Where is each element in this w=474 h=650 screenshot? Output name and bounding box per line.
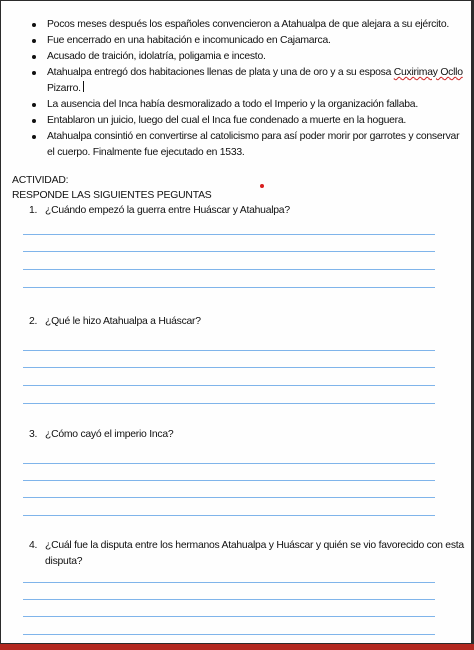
answer-line[interactable] (23, 251, 435, 252)
bullet-icon (32, 55, 36, 59)
misspelled-name: Cuxirimay Ocllo (393, 67, 463, 78)
list-item-text: Acusado de traición, idolatría, poligamia e incesto. (47, 51, 266, 62)
question-number: 1. (29, 205, 38, 216)
question-number: 2. (29, 316, 38, 327)
answer-line[interactable] (23, 515, 435, 516)
question-1 (29, 203, 464, 219)
list-item-text: Entablaron un juicio, luego del cual el Inca fue condenado a muerte en la hoguera. (47, 115, 407, 126)
instructions-heading: RESPONDE LAS SIGUIENTES PEGUNTAS (12, 190, 212, 201)
answer-line[interactable] (23, 616, 435, 617)
question-2 (29, 314, 464, 330)
list-item (1, 17, 471, 33)
answer-line[interactable] (23, 463, 435, 464)
question-number: 4. (29, 540, 38, 551)
answer-line[interactable] (23, 480, 435, 481)
red-mark (260, 184, 264, 188)
bullet-icon (32, 135, 36, 139)
list-item (1, 49, 471, 65)
answer-line[interactable] (23, 234, 435, 235)
answer-line[interactable] (23, 269, 435, 270)
list-item (1, 65, 471, 97)
bullet-icon (32, 119, 36, 123)
list-item (1, 113, 471, 129)
answer-line[interactable] (23, 350, 435, 351)
answer-line[interactable] (23, 582, 435, 583)
question-text: ¿Cuándo empezó la guerra entre Huáscar y Atahualpa? (45, 205, 290, 216)
answer-line[interactable] (23, 634, 435, 635)
list-item-text: La ausencia del Inca había desmoralizado a todo el Imperio y la organización fallaba. (47, 99, 418, 110)
bullet-icon (32, 71, 36, 75)
list-item-text: Pocos meses después los españoles convencieron a Atahualpa de que alejara a su ejército. (47, 19, 449, 30)
list-item (1, 33, 471, 49)
list-item-text-tail: Pizarro. (47, 83, 81, 94)
list-item-text: Fue encerrado en una habitación e incomunicado en Cajamarca. (47, 35, 331, 46)
list-item (1, 97, 471, 113)
question-text: ¿Cómo cayó el imperio Inca? (45, 429, 174, 440)
text-cursor (83, 81, 84, 92)
list-item-text: Atahualpa consintió en convertirse al catolicismo para así poder morir por garrotes y conservar el cuerpo. Finalmente fue ejecutado en 1533. (47, 131, 460, 158)
question-number: 3. (29, 429, 38, 440)
question-3 (29, 427, 464, 443)
activity-label: ACTIVIDAD: (12, 175, 69, 186)
bullet-icon (32, 23, 36, 27)
question-text: ¿Cuál fue la disputa entre los hermanos Atahualpa y Huáscar y quién se vio favorecido con esta (45, 540, 464, 551)
answer-line[interactable] (23, 497, 435, 498)
window-bottom-bar (0, 644, 474, 650)
list-item-text: Atahualpa entregó dos habitaciones llenas de plata y una de oro y a su esposa (47, 67, 392, 78)
list-item (1, 129, 471, 161)
document-page[interactable] (1, 1, 471, 643)
question-text-continued: disputa? (45, 556, 83, 567)
answer-line[interactable] (23, 367, 435, 368)
answer-line[interactable] (23, 385, 435, 386)
question-text: ¿Qué le hizo Atahualpa a Huáscar? (45, 316, 201, 327)
answer-line[interactable] (23, 403, 435, 404)
answer-line[interactable] (23, 287, 435, 288)
facts-list (1, 17, 471, 161)
bullet-icon (32, 103, 36, 107)
question-4 (29, 538, 464, 570)
answer-line[interactable] (23, 599, 435, 600)
bullet-icon (32, 39, 36, 43)
